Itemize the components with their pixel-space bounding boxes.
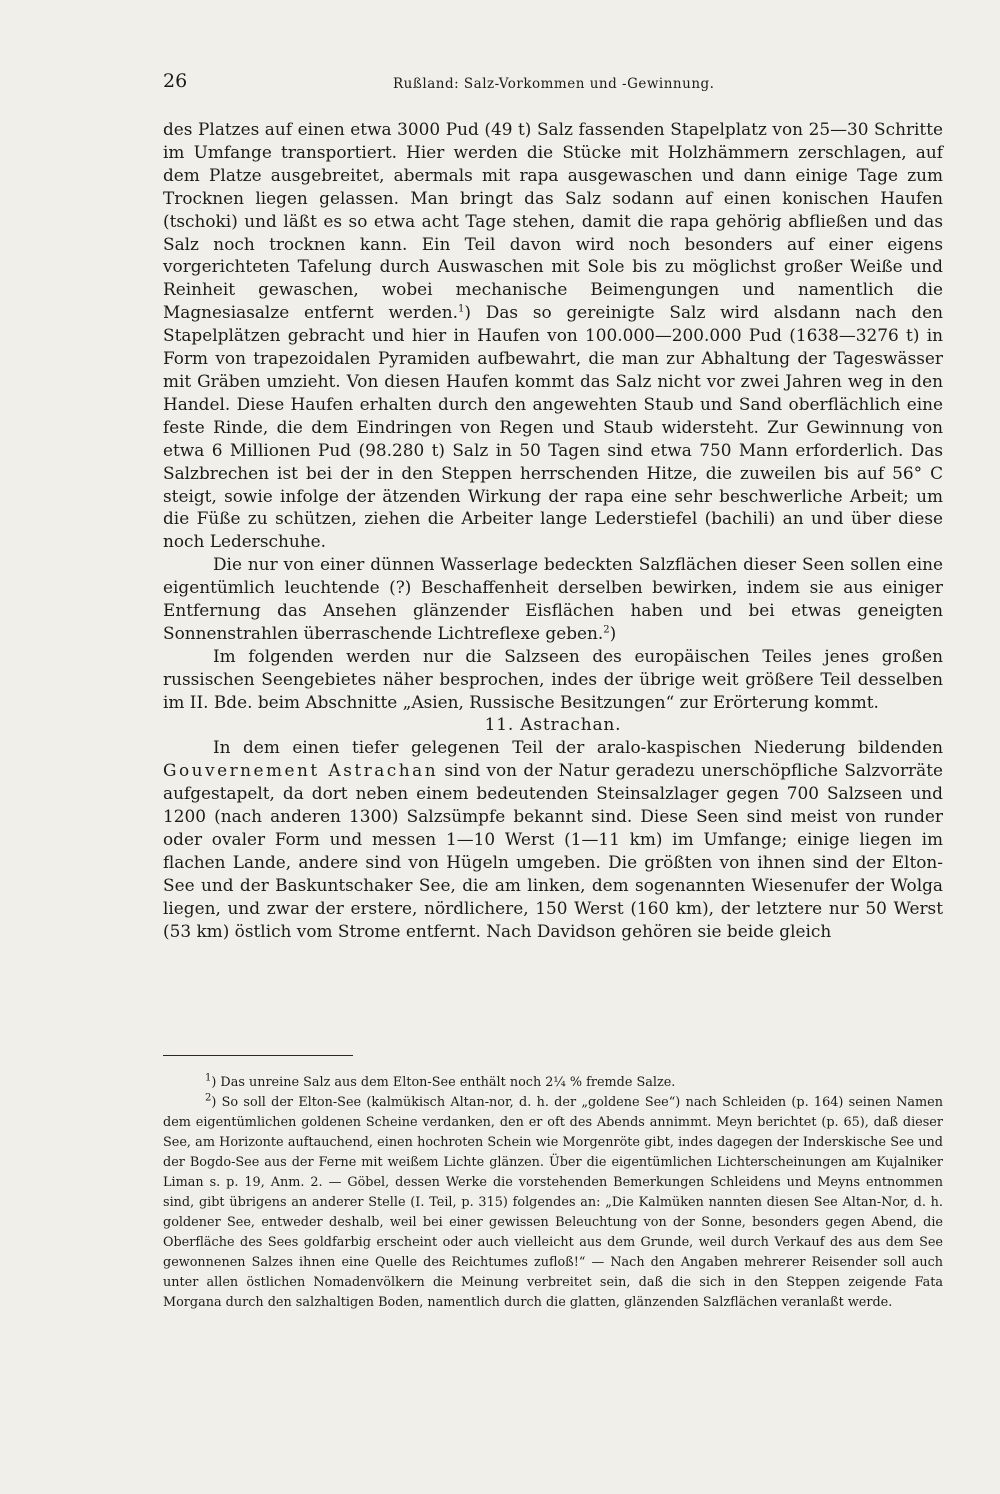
paragraph-3: Im folgenden werden nur die Salzseen des europäischen Teiles jenes großen russischen Seengebietes näher besprochen, indes der übrige weit größere Teil desselben im II. Bde. beim Abschnitte „Asien, Russische Besitzungen“ zur Erörterung kommt. xyxy=(163,645,943,712)
paragraph-2: Die nur von einer dünnen Wasserlage bedeckten Salzflächen dieser Seen sollen eine eigentümlich leuchtende (?) Beschaffenheit derselben bewirken, indem sie aus einiger Entfernung das Ansehen glänzender Eisflächen haben und bei etwas geneigten Sonnenstrahlen überraschende Lichtreflexe geben.$^2$) xyxy=(163,554,943,643)
footnote-ref-2: 2 xyxy=(603,624,610,636)
paragraph-1: des Platzes auf einen etwa 3000 Pud (49 t) Salz fassenden Stapelplatz von 25—30 Schritte im Umfange transportiert. Hier werden die Stücke mit Holzhämmern zerschlagen, auf dem Platze ausgebreitet, abermals mit rapa ausgewaschen und dann einige Tage zum Trocknen liegen gelassen. Man bringt das Salz sodann auf einen konischen Haufen (tschoki) und läßt es so etwa acht Tage stehen, damit die rapa gehörig abfließen und das Salz noch trocknen kann. Ein Teil davon wird noch besonders auf einer eigens vorgerichteten Tafelung durch Auswaschen mit Sole bis zu möglichst großer Weiße und Reinheit gewaschen, wobei mechanische Beimengungen und namentlich die Magnesiasalze entfernt werden.$^1$) Das so gereinigte Salz wird alsdann nach den Stapelplätzen gebracht und hier in Haufen von 100.000—200.000 Pud (1638—3276 t) in Form von trapezoidalen Pyramiden aufbewahrt, die man zur Abhaltung der Tageswässer mit Gräben umzieht. Von diesen Haufen kommt das Salz nicht vor zwei Jahren weg in den Handel. Diese Haufen erhalten durch den angewehten Staub und Sand oberflächlich eine feste Rinde, die dem Eindringen von Regen und Staub widersteht. Zur Gewinnung von etwa 6 Millionen Pud (98.280 t) Salz in 50 Tagen sind etwa 750 Mann erforderlich. Das Salzbrechen ist bei der in den Steppen herrschenden Hitze, die zuweilen bis auf 56° C steigt, sowie infolge der ätzenden Wirkung der rapa eine sehr beschwerliche Arbeit; um die Füße zu schützen, ziehen die Arbeiter lange Lederstiefel (bachili) an und über diese noch Lederschuhe. xyxy=(163,119,943,552)
paragraph-4-rest: sind von der Natur geradezu unerschöpfliche Salzvorräte aufgestapelt, da dort neben einem bedeutenden Steinsalzlager gegen 700 Salzseen und 1200 (nach anderen 1300) Salzsümpfe bekannt sind. Diese Seen sind meist von runder oder ovaler Form und messen 1—10 Werst (1—11 km) im Umfange; einige liegen im flachen Lande, andere sind von Hügeln umgeben. Die größten von ihnen sind der Elton-See und der Baskuntschaker See, die am linken, dem sogenannten Wiesenufer der Wolga liegen, und zwar der erstere, nördlichere, 150 Werst (160 km), der letztere nur 50 Werst (53 km) östlich vom Strome entfernt. Nach Davidson gehören sie beide gleich xyxy=(163,760,943,941)
paragraph-1-continued: Das so gereinigte Salz wird alsdann nach den Stapelplätzen gebracht und hier in Haufen von 100.000—200.000 Pud (1638—3276 t) in Form von trapezoidalen Pyramiden aufbewahrt, die man zur Abhaltung der Tageswässer mit Gräben umzieht. Von diesen Haufen kommt das Salz nicht vor zwei Jahren weg in den Handel. Diese Haufen erhalten durch den angewehten Staub und Sand oberflächlich eine feste Rinde, die dem Eindringen von Regen und Staub widersteht. Zur Gewinnung von etwa 6 Millionen Pud (98.280 t) Salz in 50 Tagen sind etwa 750 Mann erforderlich. Das Salzbrechen ist bei der in den Steppen herrschenden Hitze, die zuweilen bis auf 56° C steigt, sowie infolge der ätzenden Wirkung der rapa eine sehr beschwerliche Arbeit; um die Füße zu schützen, ziehen die Arbeiter lange Lederstiefel (bachili) an und über diese noch Lederschuhe. xyxy=(163,302,943,552)
footnote-ref-1: 1 xyxy=(458,303,465,315)
footnotes xyxy=(163,1073,943,1313)
footnote-1 xyxy=(163,1073,943,1093)
paragraph-2-text: Die nur von einer dünnen Wasserlage bedeckten Salzflächen dieser Seen sollen eine eigentümlich leuchtende (?) Beschaffenheit derselben bewirken, indem sie aus einiger Entfernung das Ansehen glänzender Eisflächen haben und bei etwas geneigten Sonnenstrahlen überraschende Lichtreflexe geben. xyxy=(163,554,943,643)
page-number: 26 xyxy=(163,70,188,92)
footnote-1-text: ) Das unreine Salz aus dem Elton-See enthält noch 2¼ % fremde Salze. xyxy=(211,1075,676,1090)
footnote-2-text: ) So soll der Elton-See (kalmükisch Altan-nor, d. h. der „goldene See“) nach Schleiden (p. 164) seinen Namen dem eigentümlichen goldenen Scheine verdanken, den er oft des Abends annimmt. Meyn berichtet (p. 65), daß dieser See, am Horizonte auftauchend, einen hochroten Schein wie Morgenröte gibt, indes dagegen der Inderskische See und der Bogdo-See aus der Ferne mit weißem Lichte glänzen. Über die eigentümlichen Lichterscheinungen am Kujalniker Liman s. p. 19, Anm. 2. — Göbel, dessen Werke die vorstehenden Bemerkungen Schleidens und Meyns entnommen sind, gibt übrigens an anderer Stelle (I. Teil, p. 315) folgendes an: „Die Kalmüken nannten diesen See Altan-Nor, d. h. goldener See, entweder deshalb, weil bei einer gewissen Beleuchtung von der Sonne, besonders gegen Abend, die Oberfläche des Sees goldfarbig erscheint oder auch vielleicht aus dem Grunde, weil durch Verkauf des aus dem See gewonnenen Salzes ihnen eine Quelle des Reichtumes zufloß!“ — Nach den Angaben mehrerer Reisender soll auch unter allen östlichen Nomadenvölkern die Meinung verbreitet sein, daß die sich in den Steppen zeigende Fata Morgana durch den salzhaltigen Boden, namentlich durch die glatten, glänzenden Salzflächen veranlaßt werde. xyxy=(163,1095,943,1310)
page-header xyxy=(163,70,943,100)
footnote-1-mark: 1 xyxy=(205,1072,212,1084)
paragraph-4-emphasis: Gouvernement Astrachan xyxy=(163,760,439,781)
running-head: Rußland: Salz-Vorkommen und -Gewinnung. xyxy=(393,76,715,92)
footnote-2 xyxy=(163,1093,943,1313)
paragraph-4 xyxy=(163,736,943,942)
section-heading: 11. Astrachan. xyxy=(484,714,622,735)
paragraph-1-text: des Platzes auf einen etwa 3000 Pud (49 t) Salz fassenden Stapelplatz von 25—30 Schritte im Umfange transportiert. Hier werden die Stücke mit Holzhämmern zerschlagen, auf dem Platze ausgebreitet, abermals mit rapa ausgewaschen und dann einige Tage zum Trocknen liegen gelassen. Man bringt das Salz sodann auf einen konischen Haufen (tschoki) und läßt es so etwa acht Tage stehen, damit die rapa gehörig abfließen und das Salz noch trocknen kann. Ein Teil davon wird noch besonders auf einer eigens vorgerichteten Tafelung durch Auswaschen mit Sole bis zu möglichst großer Weiße und Reinheit gewaschen, wobei mechanische Beimengungen und namentlich die Magnesiasalze entfernt werden. xyxy=(163,119,943,323)
main-text xyxy=(163,118,943,943)
footnote-separator xyxy=(163,1055,353,1056)
footnote-2-mark: 2 xyxy=(205,1092,212,1104)
paragraph-4-start: In dem einen tiefer gelegenen Teil der aralo-kaspischen Niederung bildenden xyxy=(213,737,943,758)
